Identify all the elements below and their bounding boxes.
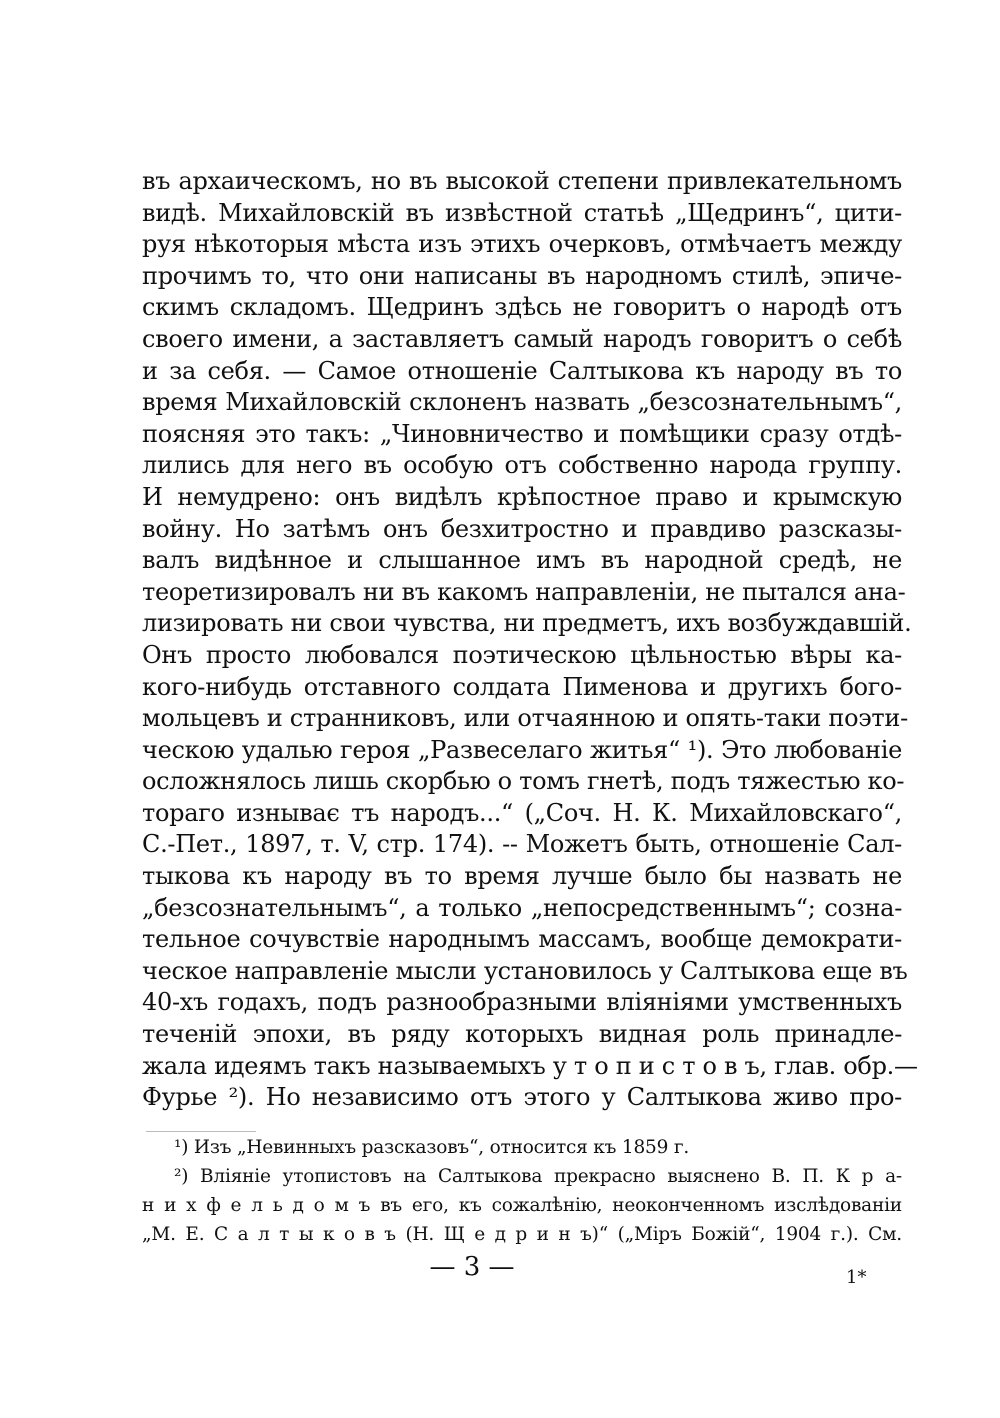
text-line: ческое направленіе мысли установилось у Салтыкова еще въ <box>142 956 908 985</box>
text-line: тельное сочувствіе народнымъ массамъ, вообще демократи- <box>142 925 902 954</box>
text-line: „безсознательнымъ“, а только „непосредственнымъ“; созна- <box>142 893 902 922</box>
printer-signature-mark: 1* <box>846 1267 867 1288</box>
text-line: ческою удалью героя „Развеселаго житья“ ¹). Это любованіе <box>142 735 902 764</box>
text-line: Фурье ²). Но независимо отъ этого у Салтыкова живо про- <box>142 1083 902 1112</box>
text-line: время Михайловскій склоненъ назвать „безсознательнымъ“, <box>142 388 902 417</box>
text-line: осложнялось лишь скорбью о томъ гнетѣ, подъ тяжестью ко- <box>142 767 905 796</box>
footnote-line: ²) Вліяніе утопистовъ на Салтыкова прекрасно выяснено В. П. К р а- <box>174 1166 902 1187</box>
text-line: лизировать ни свои чувства, ни предметъ, ихъ возбуждавшій. <box>142 609 912 638</box>
text-line: тораго изныває тъ народъ...“ („Соч. Н. К. Михайловскаго“, <box>142 798 902 827</box>
text-line: С.-Пет., 1897, т. V, стр. 174). -- Можетъ быть, отношеніе Сал- <box>142 830 902 859</box>
text-line: кого-нибудь отставного солдата Пименова и другихъ бого- <box>142 672 902 701</box>
text-line: И немудрено: онъ видѣлъ крѣпостное право и крымскую <box>142 482 902 511</box>
text-line: 40-хъ годахъ, подъ разнообразными вліяніями умственныхъ <box>142 988 902 1017</box>
text-line: скимъ складомъ. Щедринъ здѣсь не говоритъ о народѣ отъ <box>142 293 902 322</box>
text-line: и за себя. — Самое отношеніе Салтыкова къ народу въ то <box>142 356 902 385</box>
text-line: тыкова къ народу въ то время лучше было бы назвать не <box>142 862 902 891</box>
text-line: войну. Но затѣмъ онъ безхитростно и правдиво разсказы- <box>142 514 902 543</box>
footnote-separator <box>146 1131 256 1132</box>
page-number: — 3 — <box>429 1252 515 1282</box>
text-line: жала идеямъ такъ называемыхъ у т о п и с т о в ъ, глав. обр.— <box>142 1051 918 1080</box>
text-line: теоретизировалъ ни въ какомъ направленіи, не пытался ана- <box>142 577 906 606</box>
footnotes-block <box>142 1133 902 1249</box>
text-line: лились для него въ особую отъ собственно народа группу. <box>142 451 902 480</box>
text-line: Онъ просто любовался поэтическою цѣльностью вѣры ка- <box>142 640 902 669</box>
footnote-line: н и х ф е л ь д о м ъ въ его, къ сожалѣнію, неоконченномъ изслѣдованіи <box>142 1195 902 1216</box>
footnote-line: ¹) Изъ „Невинныхъ разсказовъ“, относится къ 1859 г. <box>174 1137 690 1158</box>
text-line: поясняя это такъ: „Чиновничество и помѣщики сразу отдѣ- <box>142 419 902 448</box>
text-line: въ архаическомъ, но въ высокой степени привлекательномъ <box>142 167 902 195</box>
text-line: теченій эпохи, въ ряду которыхъ видная роль принадле- <box>142 1020 902 1049</box>
text-line: валъ видѣнное и слышанное имъ въ народной средѣ, не <box>142 546 902 575</box>
footnote-line: „М. Е. С а л т ы к о в ъ (Н. Щ е д р и н ъ)“ („Міръ Божій“, 1904 г.). См. <box>142 1224 902 1245</box>
text-line: мольцевъ и странниковъ, или отчаянною и опять-таки поэти- <box>142 704 908 733</box>
text-line: руя нѣкоторыя мѣста изъ этихъ очерковъ, отмѣчаетъ между <box>142 230 902 259</box>
text-line: своего имени, а заставляетъ самый народъ говоритъ о себѣ <box>142 324 902 353</box>
main-text-block <box>142 166 918 1114</box>
text-line: прочимъ то, что они написаны въ народномъ стилѣ, эпиче- <box>142 261 902 290</box>
text-line: видѣ. Михайловскій въ извѣстной статьѣ „Щедринъ“, цити- <box>142 198 902 227</box>
